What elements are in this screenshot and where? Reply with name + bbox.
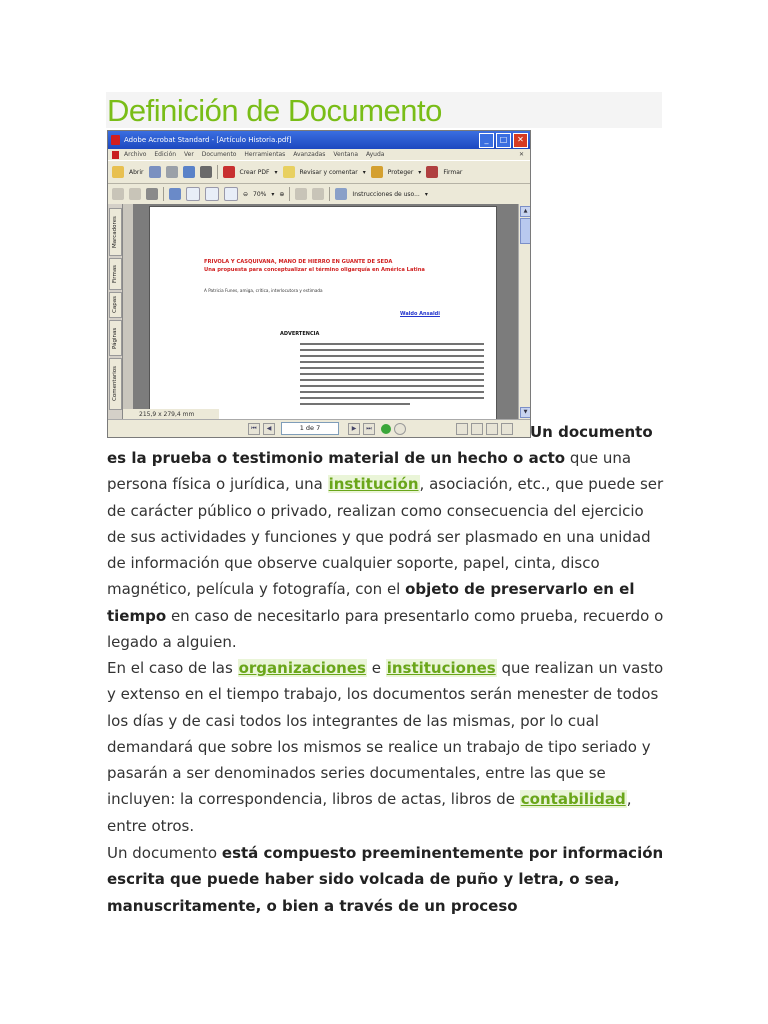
acrobat-app-icon — [111, 135, 120, 145]
p2-text-4: , entre otros. — [107, 790, 632, 835]
tab-comentarios: Comentarios — [109, 358, 122, 410]
tab-paginas: Páginas — [109, 320, 122, 356]
pdf-page — [149, 206, 497, 420]
save-icon — [149, 166, 161, 178]
hand-tool-icon — [112, 188, 124, 200]
first-page-icon: ⏮ — [248, 423, 260, 435]
instructions-icon — [335, 188, 347, 200]
rotate-icon — [295, 188, 307, 200]
acrobat-title-bar — [108, 131, 530, 149]
acrobat-window-title: Adobe Acrobat Standard - [Artículo Historia.pdf] — [124, 136, 292, 144]
scroll-down-icon: ▼ — [520, 407, 531, 418]
snapshot-icon — [146, 188, 158, 200]
p3-text-1: Un documento — [107, 844, 222, 862]
page-size-readout: 215,9 x 279,4 mm — [123, 409, 219, 420]
tab-capas: Capas — [109, 292, 122, 318]
window-controls — [479, 133, 528, 148]
single-page-icon — [456, 423, 468, 435]
pen-icon — [426, 166, 438, 178]
fit-width-icon — [224, 187, 238, 201]
select-text-icon — [129, 188, 141, 200]
prev-page-icon: ◀ — [263, 423, 275, 435]
search-icon — [200, 166, 212, 178]
p2-text-2: e — [366, 659, 386, 677]
acrobat-toolbar — [108, 160, 530, 184]
link-contabilidad[interactable]: contabilidad — [520, 790, 626, 809]
menu-edicion: Edición — [154, 151, 177, 158]
acrobat-document-area — [108, 204, 530, 420]
menu-ayuda: Ayuda — [365, 151, 385, 158]
p2-text-3: que realizan un vasto y extenso en el tiempo trabajo, los documentos serán menester de todos los días y de casi todos los integrantes de las mismas, por lo cual demandará que sobre los mismos se realice un trabajo de tipo seriado y pasarán a ser denominados series documentales, entre las que se incluyen: la correspondencia, libros de actas, libros de — [107, 659, 664, 809]
paragraph-2 — [107, 655, 667, 839]
menu-avanzadas: Avanzadas — [293, 151, 326, 158]
create-pdf-icon — [223, 166, 235, 178]
open-folder-icon — [112, 166, 124, 178]
toolbar-separator — [217, 165, 218, 179]
menu-herramientas: Herramientas — [244, 151, 286, 158]
zoom-icon — [169, 188, 181, 200]
minimize-icon: _ — [479, 133, 494, 148]
doc-dedication: A Patricia Funes, amiga, crítica, interlocutora y estimada — [204, 288, 323, 293]
zoom-level: 70% — [253, 190, 267, 198]
menu-ventana: Ventana — [333, 151, 359, 158]
acrobat-menubar — [108, 149, 530, 160]
tab-firmas: Firmas — [109, 258, 122, 290]
link-organizaciones[interactable]: organizaciones — [238, 659, 366, 677]
last-page-icon: ⏭ — [363, 423, 375, 435]
review-label: Revisar y comentar — [299, 168, 358, 176]
page-icon — [186, 187, 200, 201]
acrobat-toolbar-secondary — [108, 184, 530, 205]
p1-bold-definition: es la prueba o testimonio material de un hecho o acto — [107, 449, 566, 467]
p3-bold: está compuesto preeminentemente por información escrita que puede haber sido volcada de puño y letra, o sea, manuscritamente, o bien a través de un proceso — [107, 844, 664, 915]
page-title: Definición de Documento — [107, 93, 442, 128]
menu-archivo: Archivo — [124, 151, 147, 158]
p1-text-3: en caso de necesitarlo para presentarlo como prueba, recuerdo o legado a alguien. — [107, 606, 664, 652]
doc-close-icon: ✕ — [518, 151, 524, 158]
lock-icon — [371, 166, 383, 178]
dropdown-icon: ▾ — [418, 168, 422, 176]
continuous-facing-icon — [501, 423, 513, 435]
next-page-icon: ▶ — [348, 423, 360, 435]
doc-author: Waldo Ansaldi — [400, 311, 440, 317]
toolbar-separator — [163, 187, 164, 201]
go-forward-icon — [394, 423, 406, 435]
review-icon — [283, 166, 295, 178]
create-pdf-label: Crear PDF — [239, 168, 270, 176]
dropdown-icon: ▾ — [271, 190, 275, 198]
close-icon: ✕ — [513, 133, 528, 148]
sign-label: Firmar — [443, 168, 463, 176]
menu-documento: Documento — [201, 151, 237, 158]
acrobat-status-bar — [108, 419, 530, 437]
toolbar-separator — [329, 187, 330, 201]
pdf-icon — [112, 151, 119, 159]
zoom-out-icon: ⊖ — [243, 190, 249, 198]
instructions-label: Instrucciones de uso... — [352, 190, 420, 198]
link-instituciones[interactable]: instituciones — [386, 659, 496, 677]
dropdown-icon: ▾ — [274, 168, 278, 176]
print-icon — [166, 166, 178, 178]
toolbar-separator — [289, 187, 290, 201]
link-institucion[interactable]: institución — [328, 475, 419, 494]
doc-title-line1: FRIVOLA Y CASQUIVANA, MANO DE HIERRO EN GUANTE DE SEDA — [204, 259, 393, 265]
side-tabs — [108, 204, 123, 420]
p1-bold-preserve: objeto de preservarlo en el tiempo — [107, 580, 635, 625]
dropdown-icon: ▾ — [362, 168, 366, 176]
paragraph1-lead: Un documento — [530, 423, 653, 441]
doc-warning-heading: ADVERTENCIA — [280, 331, 320, 337]
p1-text-2: , asociación, etc., que puede ser de carácter público o privado, realizan como consecuencia del ejercicio de sus actividades y funciones y que podrá ser plasmado en una unidad de información que observe cualquier soporte, papel, cinta, disco magnético, película y fotografía, con el — [107, 475, 664, 599]
protect-label: Proteger — [387, 168, 414, 176]
paragraph-3 — [107, 840, 667, 919]
dropdown-icon: ▾ — [424, 190, 428, 198]
vertical-scrollbar — [518, 204, 530, 420]
zoom-in-icon: ⊕ — [279, 190, 285, 198]
scroll-up-icon: ▲ — [520, 206, 531, 217]
email-icon — [183, 166, 195, 178]
p1-text-1: que una persona física o jurídica, una — [107, 449, 632, 494]
maximize-icon: □ — [496, 133, 511, 148]
doc-title-line2: Una propuesta para conceptualizar el término oligarquía en América Latina — [204, 267, 425, 273]
open-label: Abrir — [129, 168, 144, 176]
tab-marcadores: Marcadores — [109, 208, 122, 256]
acrobat-screenshot — [107, 130, 531, 438]
continuous-icon — [471, 423, 483, 435]
doc-body-text — [300, 343, 484, 409]
scroll-thumb — [520, 218, 531, 244]
go-back-icon — [381, 424, 391, 434]
paragraph-1 — [107, 445, 667, 655]
fit-page-icon — [205, 187, 219, 201]
menu-ver: Ver — [184, 151, 194, 158]
navigation-pane — [123, 204, 133, 420]
facing-icon — [486, 423, 498, 435]
page-indicator: 1 de 7 — [281, 422, 339, 435]
p2-text-1: En el caso de las — [107, 659, 238, 677]
rotate-icon-2 — [312, 188, 324, 200]
